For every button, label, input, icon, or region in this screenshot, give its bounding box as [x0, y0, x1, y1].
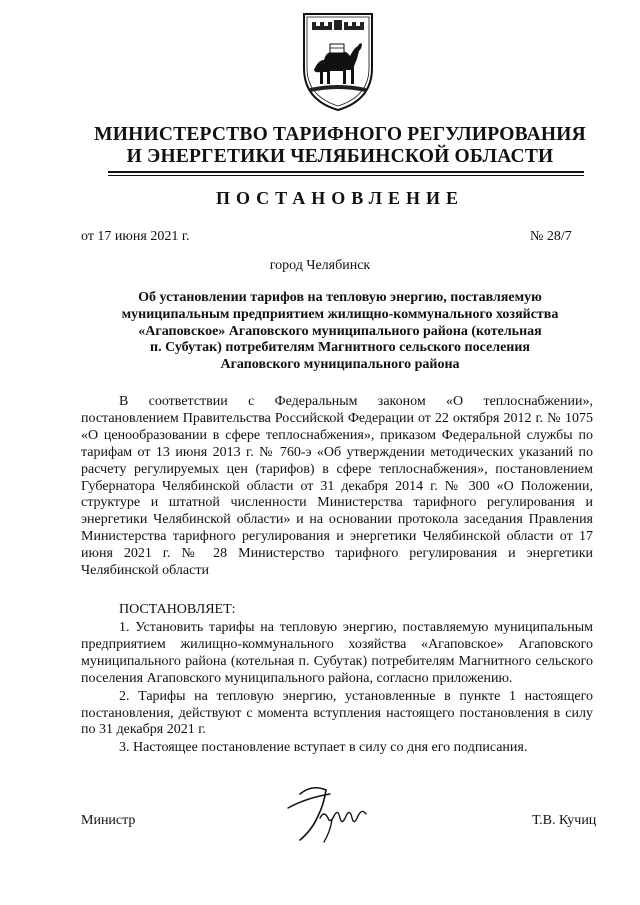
subject-line: «Агаповское» Агаповского муниципального района (котельная	[138, 323, 542, 339]
items-block	[81, 620, 593, 757]
document-date: от 17 июня 2021 г.	[81, 229, 190, 244]
ministry-name-line1: МИНИСТЕРСТВО ТАРИФНОГО РЕГУЛИРОВАНИЯ	[94, 124, 586, 145]
chelyabinsk-camel-coat-of-arms-icon	[296, 8, 380, 112]
ministry-name	[60, 124, 620, 168]
subject-line: Агаповского муниципального района	[220, 357, 460, 373]
resolves-heading: ПОСТАНОВЛЯЕТ:	[119, 602, 236, 617]
document-subject	[90, 290, 590, 374]
subject-line: п. Субутак) потребителям Магнитного сельского поселения	[150, 340, 530, 356]
ministry-name-line2: И ЭНЕРГЕТИКИ ЧЕЛЯБИНСКОЙ ОБЛАСТИ	[126, 146, 554, 167]
document-number: № 28/7	[530, 229, 572, 244]
handwritten-signature	[270, 780, 390, 850]
preamble-paragraph: В соответствии с Федеральным законом «О теплоснабжении», постановлением Правительства Российской Федерации от 22 октября 2012 г. № 1075 «О ценообразовании в сфере теплоснабжения», приказом Федеральной службы по тарифам от 13 июня 2013 г. № 760-э «Об утверждении методических указаний по расчету регулируемых цен (тарифов) в сфере теплоснабжения», постановлением Губернатора Челябинской области от 31 декабря 2014 г. № 300 «О Положении, структуре и штатной численности Министерства тарифного регулирования и энергетики Челябинской области» и на основании протокола заседания Правления Министерства тарифного регулирования и энергетики Челябинской области от 17 июня 2021 г. № 28 Министерство тарифного регулирования и энергетики Челябинской области	[81, 394, 593, 579]
signatory-name: Т.В. Кучиц	[532, 813, 597, 828]
subject-line: Об установлении тарифов на тепловую энергию, поставляемую	[138, 290, 542, 305]
signatory-title: Министр	[81, 813, 136, 828]
subject-line: муниципальным предприятием жилищно-коммунального хозяйства	[121, 306, 559, 322]
header-rule-thin	[108, 175, 584, 176]
header-rule-thick	[108, 171, 584, 173]
item-paragraph-3: 3. Настоящее постановление вступает в силу со дня его подписания.	[119, 740, 528, 756]
preamble-block	[81, 394, 593, 580]
item-paragraph-1: 1. Установить тарифы на тепловую энергию, поставляемую муниципальным предприятием жилищно-коммунального хозяйства «Агаповское» Агаповского муниципального района (котельная п. Субутак) потребителям Магнитного сельского поселения Агаповского муниципального района, согласно приложению.	[81, 620, 593, 686]
document-type-title: ПОСТАНОВЛЕНИЕ	[215, 188, 465, 208]
document-city: город Челябинск	[269, 258, 371, 273]
item-paragraph-2: 2. Тарифы на тепловую энергию, установленные в пункте 1 настоящего постановления, действуют с момента вступления настоящего постановления в силу по 31 декабря 2021 г.	[81, 688, 593, 738]
